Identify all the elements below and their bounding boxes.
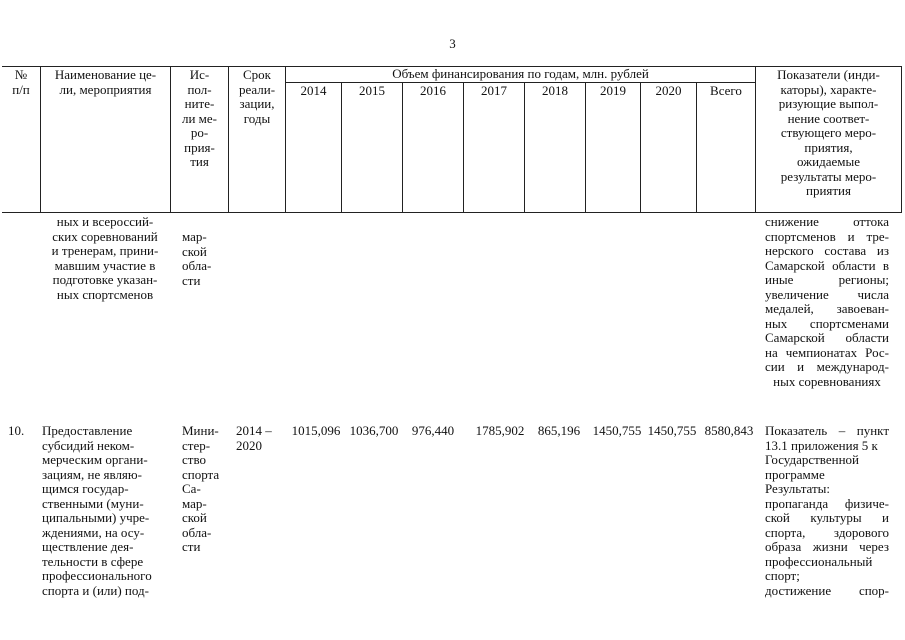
- col-border-y6: [640, 82, 641, 212]
- header-indicators: Показатели (инди- каторы), характе- ризующие выпол- нение соответ- ствующего меро- приятия, ожидаемые результаты меро- приятия: [777, 67, 880, 198]
- cont-row-name: ных и всероссий- ских соревнований и тренерам, прини- мавшим участие в подготовке указан- ных спортсменов: [51, 214, 159, 302]
- header-year-2019: 2019: [600, 83, 626, 98]
- indicator-line: пропаганда физиче-: [765, 495, 889, 511]
- row10-executor: Мини- стер- ство спорта Са- мар- ской обла- сти: [182, 423, 220, 554]
- row10-indicators: [765, 424, 889, 598]
- row10-period: 2014 – 2020: [236, 423, 272, 453]
- cont-row-executor: мар- ской обла- сти: [182, 229, 212, 288]
- indicator-line: сии и международ-: [765, 359, 889, 374]
- indicator-line: Результаты:: [765, 481, 830, 496]
- col-border-y1: [341, 82, 342, 212]
- indicator-line: программе: [765, 466, 825, 482]
- col-border-y3: [463, 82, 464, 212]
- indicator-line: спорт;: [765, 568, 800, 583]
- row10-name: Предоставление субсидий неком- мерческим органи- зациям, не являю- щимся государ- ственными (муни- ципальными) учре- ждениями, на осу- ществление дея- тельности в сфере профессионального спорта и (или) под-: [42, 423, 152, 598]
- indicator-line: достижение спор-: [765, 582, 889, 598]
- cont-row-indicators: [765, 215, 889, 389]
- row10-value-2015: 1036,700: [349, 423, 399, 438]
- indicator-line: Государственной: [765, 452, 860, 467]
- indicator-line: снижение оттока: [765, 214, 889, 229]
- indicator-line: на чемпионатах Рос-: [765, 344, 889, 360]
- indicator-line: медалей, завоеван-: [765, 301, 889, 316]
- page-number: 3: [449, 36, 456, 51]
- col-border-y4: [524, 82, 525, 212]
- indicator-line: спорта, здорового: [765, 524, 889, 540]
- funding-subheader-border: [285, 82, 755, 83]
- indicator-line: Самарской области: [765, 330, 889, 345]
- header-year-2018: 2018: [542, 83, 568, 98]
- col-border-y5: [585, 82, 586, 212]
- indicator-line: спортсменов и тре-: [765, 228, 889, 244]
- indicator-line: увеличение числа: [765, 286, 889, 302]
- row10-value-2016: 976,440: [411, 423, 455, 438]
- indicator-line: ской культуры и: [765, 510, 889, 525]
- row10-value-2019: 1450,755: [592, 423, 642, 438]
- indicator-line: Самарской области в: [765, 257, 889, 273]
- header-num: № п/п: [12, 67, 30, 97]
- row10-num: 10.: [8, 423, 25, 438]
- indicator-line: ных спортсменами: [765, 315, 889, 331]
- header-funding: Объем финансирования по годам, млн. рублей: [392, 66, 649, 81]
- indicator-line: образа жизни через: [765, 539, 889, 554]
- header-executors: Ис- пол- ните- ли ме- ро- прия- тия: [181, 67, 218, 169]
- indicator-line: нерского состава из: [765, 243, 889, 258]
- header-year-2014: 2014: [300, 83, 327, 98]
- col-border-5: [901, 66, 902, 212]
- indicator-line: 13.1 приложения 5 к: [765, 437, 878, 453]
- header-bottom-border: [2, 212, 902, 213]
- indicator-line: Показатель – пункт: [765, 423, 889, 438]
- header-year-2020: 2020: [655, 83, 682, 98]
- header-year-2015: 2015: [359, 83, 385, 98]
- indicator-line: профессиональный: [765, 553, 873, 569]
- header-period: Срок реали- зации, годы: [238, 67, 276, 126]
- header-year-2017: 2017: [481, 83, 507, 98]
- row10-value-2018: 865,196: [537, 423, 581, 438]
- row10-value-total: 8580,843: [704, 423, 754, 438]
- col-border-y2: [402, 82, 403, 212]
- header-name: Наименование це- ли, мероприятия: [54, 67, 157, 97]
- row10-value-2014: 1015,096: [291, 423, 341, 438]
- col-border-y7: [696, 82, 697, 212]
- indicator-line: иные регионы;: [765, 272, 889, 287]
- header-total: Всего: [710, 83, 742, 98]
- row10-value-2017: 1785,902: [475, 423, 525, 438]
- indicator-line: ных соревнованиях: [773, 373, 881, 389]
- header-year-2016: 2016: [420, 83, 446, 98]
- row10-value-2020: 1450,755: [647, 423, 697, 438]
